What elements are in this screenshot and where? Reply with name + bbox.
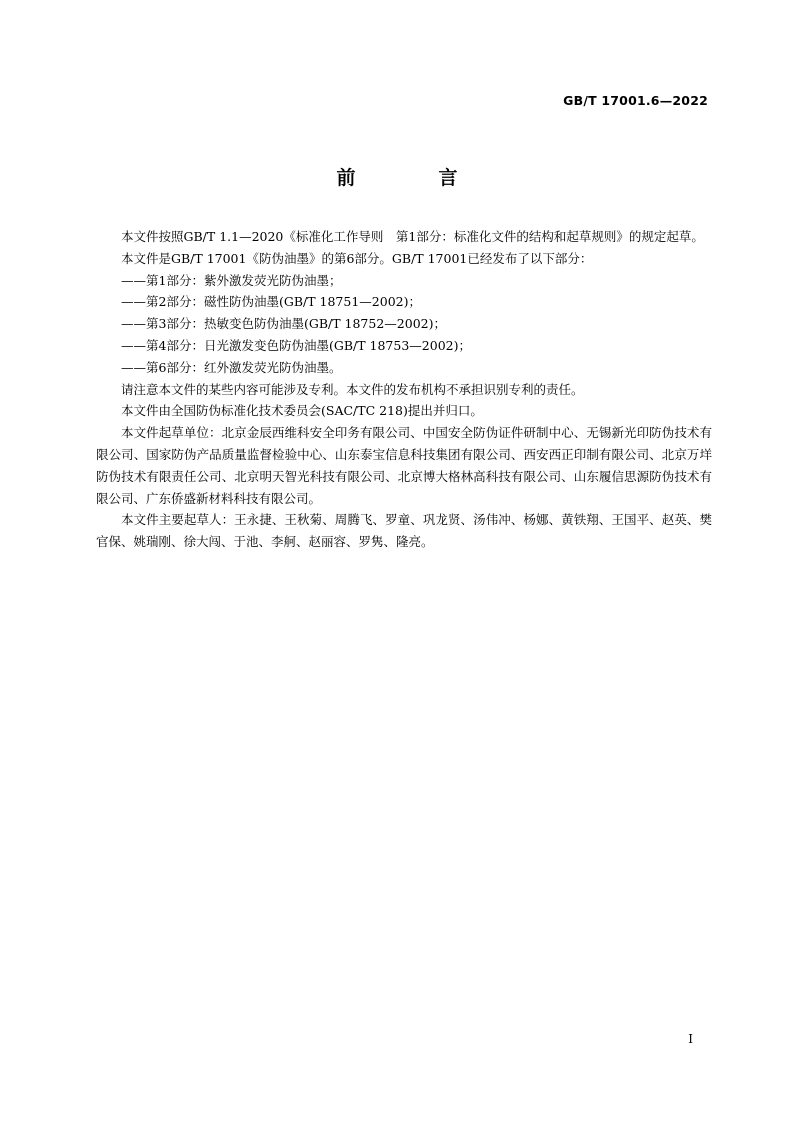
list-item-part-3: ——第3部分：热敏变色防伪油墨(GB/T 18752—2002)； [121,316,446,332]
standard-code: GB/T 17001.6—2022 [563,93,708,108]
page-title: 前 言 [336,167,490,189]
list-item-part-2: ——第2部分：磁性防伪油墨(GB/T 18751—2002)； [121,294,421,310]
page-number: I [688,1032,693,1046]
paragraph-drafting-rules: 本文件按照GB/T 1.1—2020《标准化工作导则 第1部分：标准化文件的结构和起草规则》的规定起草。 [121,229,704,244]
list-item-part-4: ——第4部分：日光激发变色防伪油墨(GB/T 18753—2002)； [121,337,471,353]
paragraph-patent-notice: 请注意本文件的某些内容可能涉及专利。本文件的发布机构不承担识别专利的责任。 [121,381,584,397]
paragraph-drafting-units: 本文件起草单位：北京金辰西维科安全印务有限公司、中国安全防伪证件研制中心、无锡新光印防伪技术有限公司、国家防伪产品质量监督检验中心、山东泰宝信息科技集团有限公司、西安西正印制有限公司、北京万垟防伪技术有限责任公司、北京明天智光科技有限公司、北京博大格林高科技有限公司、山东履信思源防伪技术有限公司、广东侨盛新材料科技有限公司。 [96,425,712,506]
paragraph-drafters: 本文件主要起草人：王永捷、王秋菊、周腾飞、罗童、巩龙贤、汤伟冲、杨娜、黄铁翔、王国平、赵英、樊官保、姚瑞刚、徐大闯、于池、李舸、赵丽容、罗隽、隆亮。 [96,512,712,550]
list-item-part-6: ——第6部分：红外激发荧光防伪油墨。 [121,359,342,375]
paragraph-series-intro: 本文件是GB/T 17001《防伪油墨》的第6部分。GB/T 17001已经发布了以下部分： [121,250,593,266]
foreword-body [96,226,712,553]
list-item-part-1: ——第1部分：紫外激发荧光防伪油墨； [121,272,342,288]
paragraph-committee: 本文件由全国防伪标准化技术委员会(SAC/TC 218)提出并归口。 [121,403,483,419]
